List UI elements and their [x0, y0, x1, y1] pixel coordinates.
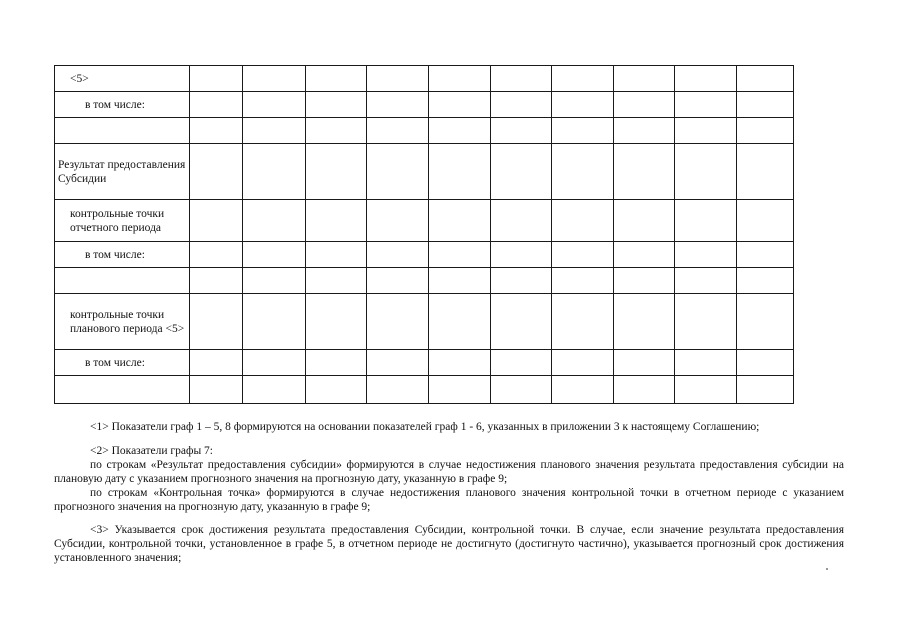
- table-cell: [428, 294, 490, 350]
- table-cell: [613, 242, 674, 268]
- footnote-2-checkpoint-rows: по строкам «Контрольная точка» формируются в случае недостижения планового значения контрольной точки в отчетном периоде с указанием прогнозного значения на прогнозную дату, указанную в графе 9;: [54, 487, 844, 513]
- table-cell: [367, 350, 428, 376]
- table-cell: [367, 66, 428, 92]
- table-cell: [675, 268, 736, 294]
- table-cell: [305, 92, 366, 118]
- row-label: контрольные точки отчетного периода: [55, 200, 190, 242]
- table-cell: [305, 376, 366, 404]
- table-row: [55, 350, 794, 376]
- table-cell: [675, 92, 736, 118]
- table-cell: [736, 118, 793, 144]
- table-cell: [675, 242, 736, 268]
- table-cell: [305, 268, 366, 294]
- table-cell: [243, 350, 305, 376]
- row-label: Результат предоставления Субсидии: [55, 144, 190, 200]
- table-cell: [305, 118, 366, 144]
- table-cell: [552, 118, 613, 144]
- footnote-2-result-rows: по строкам «Результат предоставления субсидии» формируются в случае недостижения планового значения результата предоставления субсидии на плановую дату с указанием прогнозного значения на прогнозную дату, указанную в графе 9;: [54, 459, 844, 485]
- table-cell: [305, 294, 366, 350]
- table-cell: [613, 268, 674, 294]
- row-label: в том числе:: [55, 92, 190, 118]
- table-cell: [552, 200, 613, 242]
- table-cell: [189, 376, 242, 404]
- table-cell: [189, 294, 242, 350]
- table-row: [55, 268, 794, 294]
- table-cell: [552, 350, 613, 376]
- table-cell: [552, 294, 613, 350]
- table-cell: [243, 376, 305, 404]
- table-cell: [736, 66, 793, 92]
- table-cell: [428, 66, 490, 92]
- table-cell: [490, 66, 551, 92]
- table-cell: [736, 376, 793, 404]
- table-cell: [675, 376, 736, 404]
- table-row: [55, 200, 794, 242]
- table-cell: [675, 200, 736, 242]
- table-cell: [490, 92, 551, 118]
- footnote-2-title: <2> Показатели графы 7:: [90, 445, 213, 457]
- table-cell: [189, 66, 242, 92]
- table-cell: [736, 350, 793, 376]
- table-cell: [189, 144, 242, 200]
- table-cell: [675, 144, 736, 200]
- table-cell: [243, 92, 305, 118]
- table-cell: [736, 92, 793, 118]
- table-cell: [736, 242, 793, 268]
- table-cell: [189, 268, 242, 294]
- table-cell: [552, 92, 613, 118]
- row-label: [55, 118, 190, 144]
- table-cell: [428, 268, 490, 294]
- table-cell: [367, 118, 428, 144]
- table-cell: [305, 144, 366, 200]
- table-cell: [552, 242, 613, 268]
- table-row: [55, 376, 794, 404]
- footnotes: [54, 420, 844, 565]
- table-cell: [490, 350, 551, 376]
- table-cell: [305, 200, 366, 242]
- row-label: [55, 376, 190, 404]
- row-label: в том числе:: [55, 350, 190, 376]
- row-label: [55, 268, 190, 294]
- table-cell: [613, 118, 674, 144]
- table-cell: [490, 242, 551, 268]
- row-label: <5>: [55, 66, 190, 92]
- table-cell: [428, 144, 490, 200]
- table-cell: [490, 376, 551, 404]
- table-cell: [736, 200, 793, 242]
- table-cell: [736, 144, 793, 200]
- table-row: [55, 144, 794, 200]
- table-row: [55, 118, 794, 144]
- footnote-1: <1> Показатели граф 1 – 5, 8 формируются на основании показателей граф 1 - 6, указанных в приложении 3 к настоящему Соглашению;: [90, 421, 760, 433]
- table-cell: [428, 242, 490, 268]
- table-cell: [367, 268, 428, 294]
- table-cell: [675, 66, 736, 92]
- table-cell: [189, 350, 242, 376]
- table-cell: [243, 200, 305, 242]
- table-cell: [243, 118, 305, 144]
- table-cell: [552, 144, 613, 200]
- table-cell: [490, 294, 551, 350]
- table-cell: [305, 350, 366, 376]
- table-cell: [490, 118, 551, 144]
- table-cell: [552, 376, 613, 404]
- table-cell: [367, 144, 428, 200]
- table-cell: [367, 242, 428, 268]
- table-cell: [552, 66, 613, 92]
- table-cell: [613, 294, 674, 350]
- table-cell: [428, 350, 490, 376]
- table-cell: [189, 242, 242, 268]
- table-cell: [675, 118, 736, 144]
- table-cell: [613, 376, 674, 404]
- table-cell: [736, 268, 793, 294]
- table-row: [55, 294, 794, 350]
- table-cell: [243, 294, 305, 350]
- table-cell: [613, 200, 674, 242]
- table-cell: [552, 268, 613, 294]
- table-row: [55, 92, 794, 118]
- table-cell: [613, 144, 674, 200]
- table-cell: [675, 294, 736, 350]
- table-cell: [613, 350, 674, 376]
- table-cell: [675, 350, 736, 376]
- footnote-3: <3> Указывается срок достижения результата предоставления Субсидии, контрольной точки. В случае, если значение результата предоставления Субсидии, контрольной точки, установленное в графе 5, в отчетном периоде не достигнуто (достигнуто частично), указывается прогнозный срок достижения установленного значения;: [54, 524, 844, 564]
- table-cell: [189, 200, 242, 242]
- table-cell: [367, 92, 428, 118]
- table-cell: [490, 268, 551, 294]
- table-cell: [490, 200, 551, 242]
- table-cell: [428, 118, 490, 144]
- table-cell: [428, 200, 490, 242]
- table-cell: [428, 92, 490, 118]
- table-cell: [243, 66, 305, 92]
- table-cell: [367, 376, 428, 404]
- table-cell: [243, 242, 305, 268]
- table-cell: [243, 268, 305, 294]
- table-cell: [189, 118, 242, 144]
- table-cell: [367, 200, 428, 242]
- table-body: [55, 66, 794, 404]
- table-row: [55, 242, 794, 268]
- table-cell: [613, 66, 674, 92]
- table-cell: [367, 294, 428, 350]
- row-label: в том числе:: [55, 242, 190, 268]
- report-table: [54, 65, 794, 404]
- table-cell: [428, 376, 490, 404]
- table-cell: [736, 294, 793, 350]
- table-cell: [189, 92, 242, 118]
- table-cell: [305, 242, 366, 268]
- scan-speck: [826, 568, 828, 570]
- row-label: контрольные точки планового периода <5>: [55, 294, 190, 350]
- table-cell: [243, 144, 305, 200]
- table-row: [55, 66, 794, 92]
- table-cell: [305, 66, 366, 92]
- table-cell: [613, 92, 674, 118]
- table-cell: [490, 144, 551, 200]
